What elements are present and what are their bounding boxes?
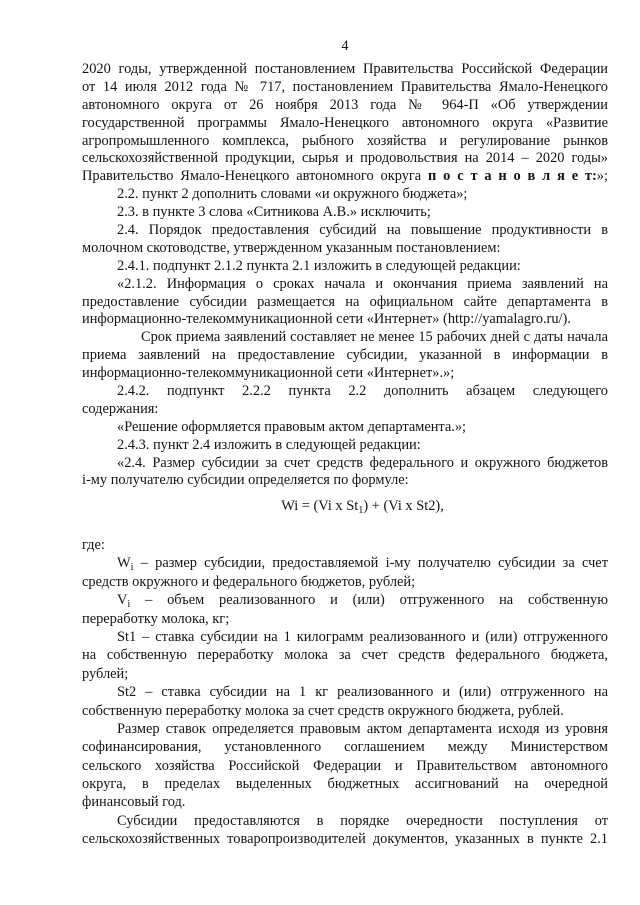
text-line: агропромышленного комплекса, рыбного хозяйства и регулирование рынков <box>82 132 608 149</box>
text-line: Размер ставок определяется правовым актом департамента исходя из уровня <box>117 720 608 737</box>
text-line: содержания: <box>82 400 159 417</box>
definition-st2 <box>82 683 608 720</box>
item-2-4-3: 2.4.3. пункт 2.4 изложить в следующей редакции: <box>117 436 421 453</box>
text-line: St2 – ставка субсидии на 1 кг реализованного и (или) отгруженного на <box>117 684 608 701</box>
text-line: округа, в пределах выделенных бюджетных ассигнований на очередной <box>82 776 608 793</box>
text-line: информационно-телекоммуникационной сети «Интернет» (http://yamalagro.ru/). <box>82 311 571 328</box>
item-2-4-2 <box>82 383 608 419</box>
clause-2-4 <box>82 455 608 491</box>
text-line: собственную переработку молока за счет средств окружного бюджета, рублей. <box>82 702 564 719</box>
text-line: автономного округа от 26 ноября 2013 года № 964-П «Об утверждении <box>82 96 608 113</box>
item-2-3: 2.3. в пункте 3 слова «Ситникова А.В.» исключить; <box>117 204 431 221</box>
item-2-4-1: 2.4.1. подпункт 2.1.2 пункта 2.1 изложить в следующей редакции: <box>117 257 521 274</box>
text-line: Срок приема заявлений составляет не менее 15 рабочих дней с даты начала <box>141 329 608 346</box>
text-line: «2.1.2. Информация о сроках начала и окончания приема заявлений на <box>117 275 608 292</box>
formula-part: Wi = (Vi x St <box>281 498 359 514</box>
text-line: приема заявлений на предоставление субсидии, указанной в информации в <box>82 347 608 364</box>
text-line <box>82 554 608 572</box>
text-line: от 14 июля 2012 года № 717, постановлением Правительства Ямало-Ненецкого <box>82 78 608 95</box>
text-line: средств окружного и федерального бюджетов, рублей; <box>82 573 416 590</box>
text-line: переработку молока, кг; <box>82 610 230 627</box>
text-line <box>82 591 608 609</box>
text-block-lower <box>82 536 608 849</box>
text-line: i-му получателю субсидии определяется по формуле: <box>82 472 409 489</box>
page-number: 4 <box>341 38 349 54</box>
text-line: 2.4.2. подпункт 2.2.2 пункта 2.2 дополнить абзацем следующего <box>117 383 608 400</box>
text-line: 2020 годы, утвержденной постановлением Правительства Российской Федерации <box>82 61 608 77</box>
text-line: государственной программы Ямало-Ненецкого автономного округа «Развитие <box>82 114 608 131</box>
text-line: молочном скотоводстве, утвержденном указанным постановлением: <box>82 239 501 256</box>
text-line: сельскохозяйственных товаропроизводителей документов, указанных в пункте 2.1 <box>82 831 608 848</box>
text-line: 2.4. Порядок предоставления субсидий на повышение продуктивности в <box>117 222 608 239</box>
item-2-4 <box>82 222 608 258</box>
text-line: на собственную переработку молока за счет средств федерального бюджета, <box>82 647 608 664</box>
paragraph-application-deadline <box>82 329 608 383</box>
decision-text: «Решение оформляется правовым актом департамента.»; <box>117 418 467 435</box>
text-block-upper <box>82 61 608 490</box>
paragraph-amendment-2-1-tail <box>82 61 608 186</box>
text-line: рублей; <box>82 665 129 682</box>
text-line: софинансирования, установленного соглашением между Министерством <box>82 739 608 756</box>
paragraph-rates <box>82 720 608 812</box>
paragraph-subsidies <box>82 812 608 849</box>
text-line: Субсидии предоставляются в порядке очередности поступления от <box>117 812 608 829</box>
closing-text: Правительство Ямало-Ненецкого автономного округа <box>82 168 422 185</box>
formula-subscript: 1 <box>358 504 364 516</box>
where-label: где: <box>82 537 105 553</box>
text-line: сельскохозяйственной продукции, сырья и продовольствия на 2014 – 2020 годы» <box>82 150 608 167</box>
item-2-2: 2.2. пункт 2 дополнить словами «и окружного бюджета»; <box>117 186 468 203</box>
symbol-w: W <box>117 555 131 572</box>
symbol-v: V <box>117 592 128 609</box>
resolution-word: п о с т а н о в л я е т: <box>428 168 597 185</box>
definition-text: – размер субсидии, предоставляемой i-му получателю субсидии за счет <box>140 555 608 572</box>
subsidy-formula <box>82 497 608 515</box>
text-line <box>82 168 608 186</box>
definition-st1 <box>82 628 608 683</box>
definition-text: – объем реализованного и (или) отгруженного на собственную <box>145 592 608 609</box>
definition-v <box>82 591 608 628</box>
text-line: «2.4. Размер субсидии за счет средств федерального и окружного бюджетов <box>117 454 608 471</box>
formula-part: ) + (Vi x St2), <box>363 498 444 514</box>
closing-suffix: »; <box>596 168 608 185</box>
text-line: St1 – ставка субсидии на 1 килограмм реализованного и (или) отгруженного <box>117 628 608 645</box>
clause-2-1-2 <box>82 276 608 330</box>
definition-w <box>82 554 608 591</box>
symbol-subscript: i <box>130 562 134 574</box>
text-line: информационно-телекоммуникационной сети «Интернет».»; <box>82 365 455 382</box>
text-line: сельского хозяйства Российской Федерации и Правительством автономного <box>82 757 608 774</box>
text-line: предоставление субсидии размещается на официальном сайте департамента в <box>82 293 608 310</box>
symbol-subscript: i <box>127 599 131 611</box>
text-line: финансовый год. <box>82 794 186 811</box>
